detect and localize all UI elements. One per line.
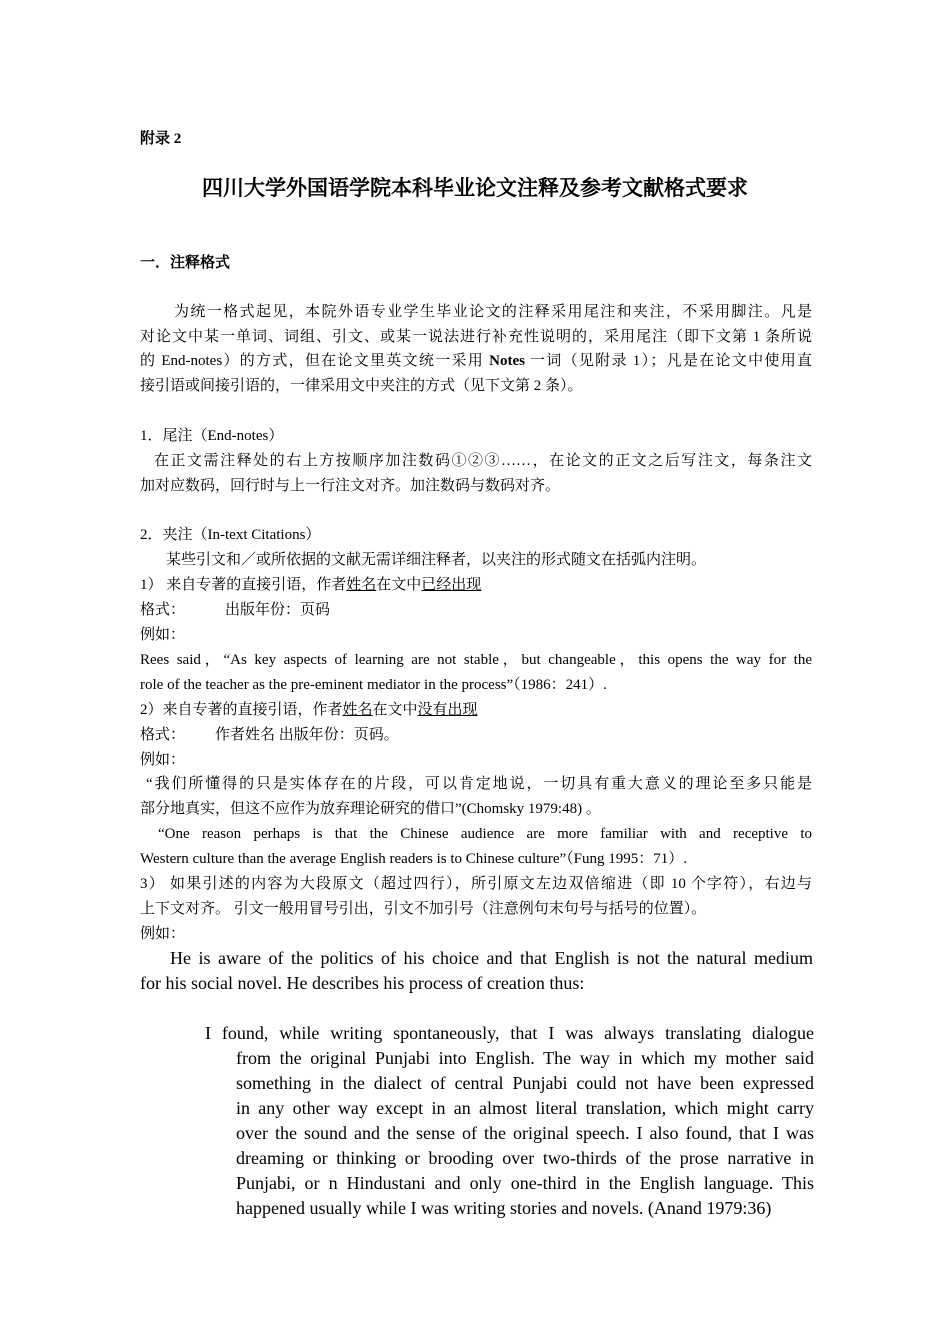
appendix-label: 附录 2 [140, 131, 182, 147]
intro-line-3 [140, 350, 812, 372]
case1-format-value: 出版年份：页码 [225, 602, 331, 618]
case2-title-mid: 在文中 [372, 702, 418, 718]
case3-lead-line-2: for his social novel. He describes his process of creation thus: [140, 973, 585, 993]
case1-example-label: 例如： [140, 627, 186, 643]
intext-heading: 2．夹注（In-text Citations） [140, 527, 321, 543]
case1-underlined-name: 姓名 [346, 577, 377, 593]
endnotes-heading: 1．尾注（End-notes） [140, 428, 284, 444]
case2-underlined-not-appeared: 没有出现 [417, 702, 478, 718]
case1-format-label: 格式： [140, 602, 186, 618]
case3-line-1: 3） 如果引述的内容为大段原文（超过四行），所引原文左边双倍缩进（即 10 个字符），右边与 [140, 876, 812, 892]
block-quote-line-8: happened usually while I was writing stories and novels. (Anand 1979:36) [236, 1198, 772, 1218]
case2-example-label: 例如： [140, 752, 186, 768]
case1-example-line-2: role of the teacher as the pre-eminent mediator in the process”（1986：241）. [140, 677, 607, 693]
case1-underlined-appeared: 已经出现 [421, 577, 482, 593]
endnotes-line-1: 在正文需注释处的右上方按顺序加注数码①②③……，在论文的正文之后写注文，每条注文 [154, 453, 812, 469]
case1-title-text: 1） 来自专著的直接引语，作者 [140, 577, 347, 593]
block-quote-line-2: from the original Punjabi into English. The way in which my mother said [236, 1048, 814, 1068]
intro-line-4: 接引语或间接引语的，一律采用文中夹注的方式（见下文第 2 条）。 [140, 378, 583, 394]
case1-title-mid: 在文中 [376, 577, 422, 593]
notes-term: Notes [489, 353, 525, 369]
intro-line-3-tail: 一词（见附录 1）；凡是在论文中使用直 [524, 353, 812, 369]
block-quote-line-5: over the sound and the sense of the original speech. I also found, that I was [236, 1123, 814, 1143]
case2-format-value: 作者姓名 出版年份：页码。 [215, 727, 399, 743]
case1-title [140, 574, 481, 596]
case2-underlined-name: 姓名 [342, 702, 373, 718]
intro-line-1: 为统一格式起见，本院外语专业学生毕业论文的注释采用尾注和夹注，不采用脚注。凡是 [174, 304, 812, 320]
case2-example-line-4: Western culture than the average English readers is to Chinese culture”（Fung 1995：71）. [140, 851, 687, 867]
case2-example-line-2: 部分地真实，但这不应作为放弃理论研究的借口”(Chomsky 1979:48) 。 [140, 801, 601, 817]
case3-line-2: 上下文对齐。 引文一般用冒号引出，引文不加引号（注意例句末句号与括号的位置）。 [140, 901, 707, 917]
block-quote-line-3: something in the dialect of central Punjabi could not have been expressed [236, 1073, 814, 1093]
case2-format [140, 724, 399, 746]
block-quote-line-1: I found, while writing spontaneously, that I was always translating dialogue [205, 1023, 814, 1043]
case2-example-line-3: “One reason perhaps is that the Chinese audience are more familiar with and receptive to [158, 826, 812, 842]
case3-example-label: 例如： [140, 926, 186, 942]
block-quote-line-4: in any other way except in an almost literal translation, which might carry [236, 1098, 814, 1118]
page-title: 四川大学外国语学院本科毕业论文注释及参考文献格式要求 [202, 176, 748, 200]
case1-format [140, 599, 330, 621]
section-heading-annotation-format: 一．注释格式 [140, 255, 231, 271]
case3-lead-line-1: He is aware of the politics of his choice and that English is not the natural medium [170, 948, 813, 968]
case2-title [140, 699, 478, 721]
intro-line-3-text: 的 End-notes）的方式，但在论文里英文统一采用 [140, 353, 490, 369]
intro-line-2: 对论文中某一单词、词组、引文、或某一说法进行补充性说明的，采用尾注（即下文第 1 条所说 [140, 329, 812, 345]
case1-example-line-1: Rees said，“As key aspects of learning are not stable，but changeable，this opens the way for the [140, 652, 812, 668]
intext-intro: 某些引文和／或所依据的文献无需详细注释者，以夹注的形式随文在括弧内注明。 [166, 552, 707, 568]
block-quote-line-7: Punjabi, or n Hindustani and only one-third in the English language. This [236, 1173, 814, 1193]
block-quote-line-6: dreaming or thinking or brooding over two-thirds of the prose narrative in [236, 1148, 814, 1168]
case2-example-line-1: “我们所懂得的只是实体存在的片段，可以肯定地说，一切具有重大意义的理论至多只能是 [146, 776, 812, 792]
endnotes-line-2: 加对应数码，回行时与上一行注文对齐。加注数码与数码对齐。 [140, 478, 561, 494]
case2-title-text: 2）来自专著的直接引语，作者 [140, 702, 343, 718]
case2-format-label: 格式： [140, 727, 186, 743]
